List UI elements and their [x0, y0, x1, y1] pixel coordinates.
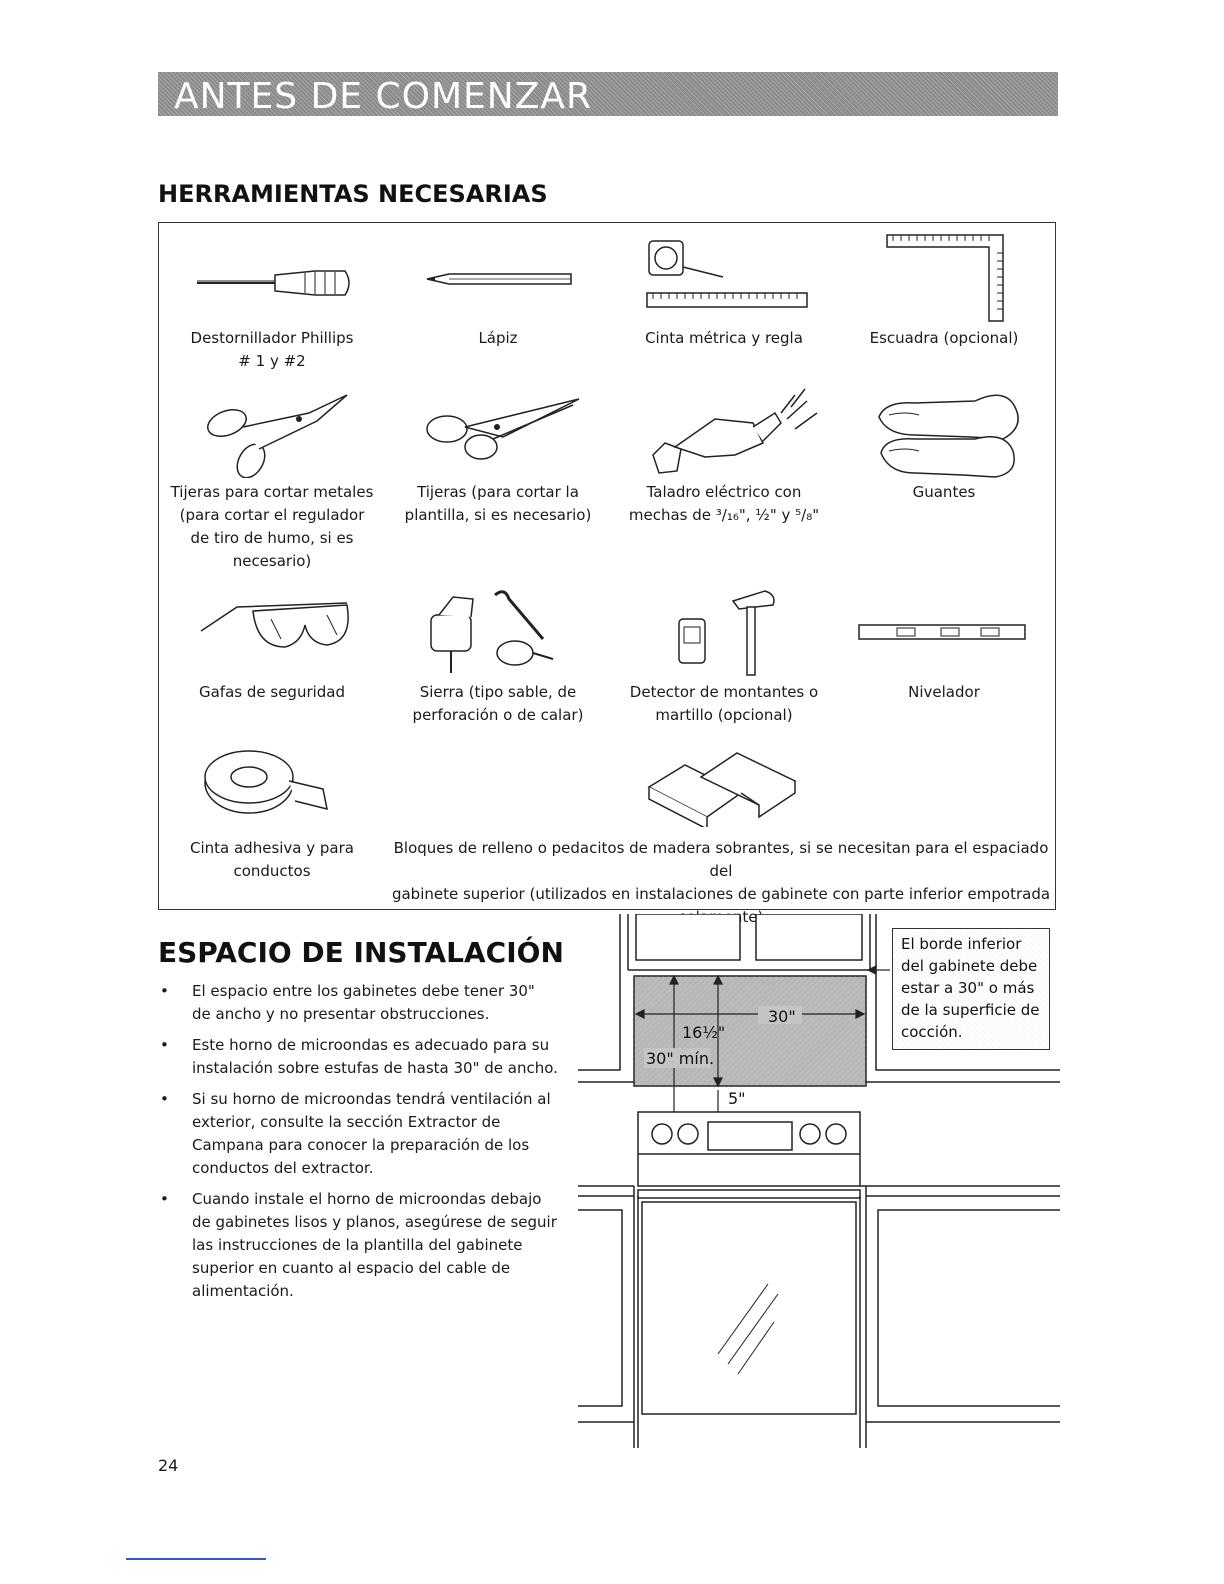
dim-height-label: 16½" [682, 1023, 726, 1042]
gloves-icon [875, 387, 1025, 481]
pencil-icon [425, 269, 575, 289]
level-icon [857, 621, 1027, 645]
range-stove [638, 1112, 860, 1414]
banner-title: ANTES DE COMENZAR [174, 76, 593, 117]
tool-label: Destornillador Phillips # 1 y #2 [190, 329, 354, 370]
wood-blocks-icon [645, 747, 805, 827]
stud-finder-hammer-icon [673, 585, 793, 679]
tool-label: Bloques de relleno o pedacitos de madera sobrantes, si se necesitan para el espaciado del gabinete superior (utilizados en instalaciones de gabinete con parte inferior empotrada [391, 839, 1051, 903]
tool-label: Escuadra (opcional) [869, 329, 1019, 347]
install-space-heading: ESPACIO DE INSTALACIÓN [158, 936, 564, 969]
tools-box [158, 222, 1056, 910]
square-ruler-icon [885, 233, 1005, 323]
tool-label: Nivelador [908, 683, 980, 701]
cabinet-callout: El borde inferior del gabinete debe estar a 30" o más de la superficie de cocción. [892, 928, 1050, 1050]
install-bullets [158, 980, 558, 1311]
footer-divider [126, 1558, 266, 1560]
tape-measure-icon [643, 237, 813, 317]
safety-glasses-icon [197, 595, 357, 665]
tool-label: Cinta adhesiva y para conductos [190, 839, 354, 880]
tool-label: Sierra (tipo sable, de perforación o de calar) [412, 683, 584, 724]
tool-label: Lápiz [478, 329, 518, 347]
tool-label: Tijeras (para cortar la plantilla, si es necesario) [404, 483, 592, 524]
drill-icon [645, 383, 825, 479]
tool-label: Detector de montantes o martillo (opcional) [629, 683, 819, 724]
tool-label: Cinta métrica y regla [645, 329, 803, 347]
dim-min-label: 30" mín. [646, 1049, 715, 1068]
tool-label: Taladro eléctrico con mechas de ³/₁₆", ½" y ⁵/₈" [628, 483, 820, 524]
list-item: • Este horno de microondas es adecuado para su instalación sobre estufas de hasta 30" de ancho. [160, 1036, 558, 1077]
tools-heading: HERRAMIENTAS NECESARIAS [158, 180, 548, 208]
tool-label: Tijeras para cortar metales (para cortar el regulador de tiro de humo, si es necesario) [170, 483, 374, 570]
saw-icon [425, 587, 575, 677]
screwdriver-icon [195, 263, 355, 303]
list-item: • Cuando instale el horno de microondas debajo de gabinetes lisos y planos, asegúrese de seguir las instrucciones de la plantilla del gabinete superior en cuanto al espacio del cable de alimentación. [160, 1190, 557, 1300]
page-number: 24 [158, 1456, 179, 1475]
duct-tape-icon [199, 745, 339, 825]
list-item: • El espacio entre los gabinetes debe tener 30" de ancho y no presentar obstrucciones. [160, 982, 535, 1023]
tool-label: Gafas de seguridad [198, 683, 346, 701]
section-banner [158, 72, 1058, 116]
tool-label: Guantes [912, 483, 976, 501]
upper-cabinet [620, 914, 876, 970]
dim-gap-label: 5" [728, 1089, 746, 1108]
scissors-icon [423, 397, 583, 467]
tin-snips-icon [199, 393, 349, 478]
dim-width-label: 30" [768, 1007, 796, 1026]
list-item: • Si su horno de microondas tendrá ventilación al exterior, consulte la sección Extractor de Campana para conocer la preparación de los conductos del extractor. [160, 1090, 551, 1177]
